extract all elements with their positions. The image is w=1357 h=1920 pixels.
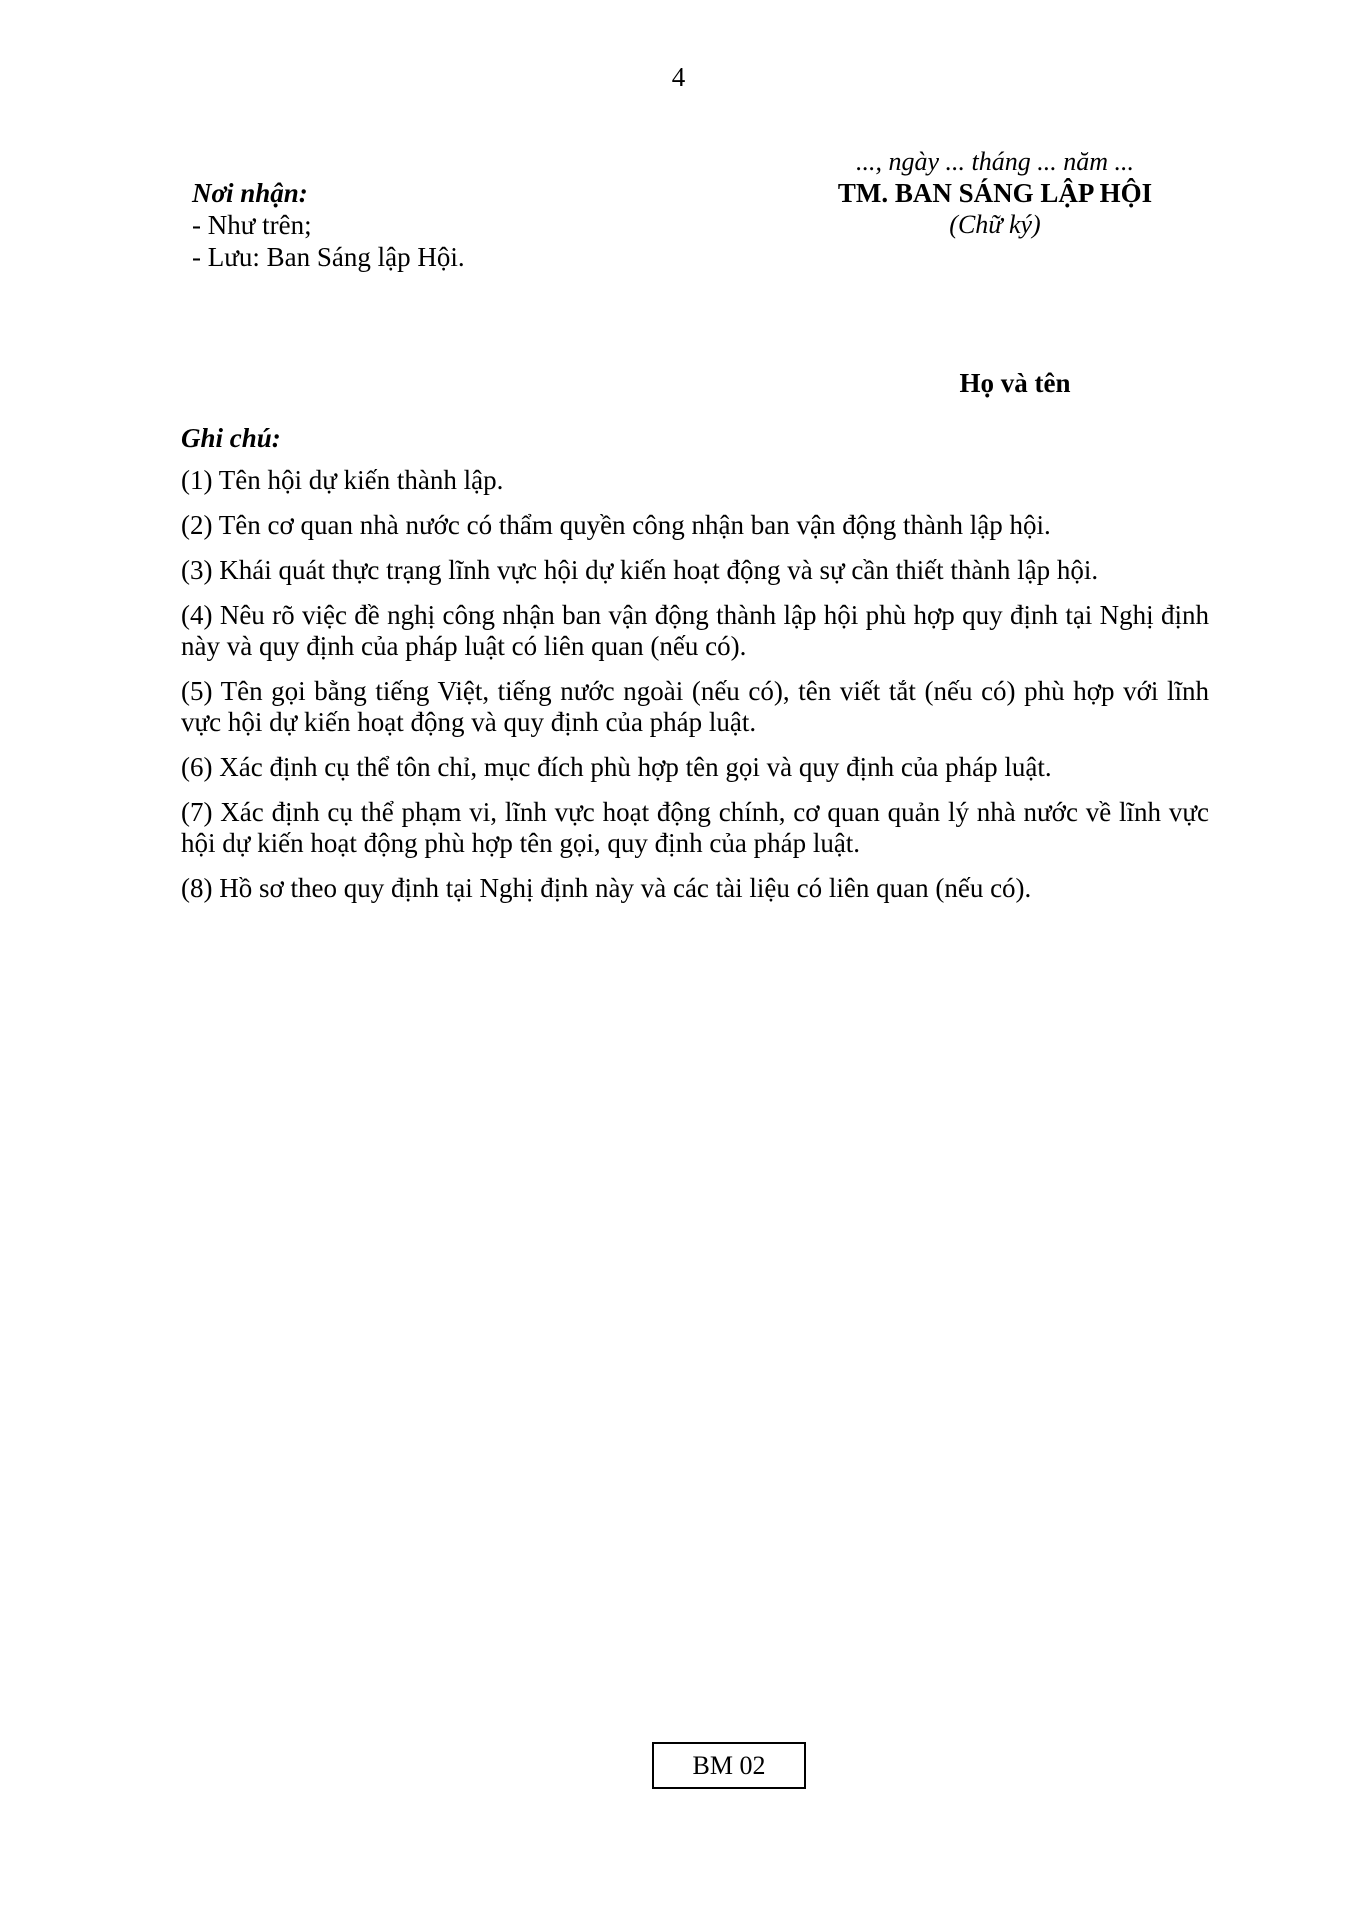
notes-heading: Ghi chú: xyxy=(181,423,281,453)
signature-hint: (Chữ ký) xyxy=(949,210,1041,239)
signer-title: TM. BAN SÁNG LẬP HỘI xyxy=(837,178,1153,208)
page-number: 4 xyxy=(671,62,686,92)
notes-section xyxy=(181,423,1209,918)
recipient-item: - Lưu: Ban Sáng lập Hội. xyxy=(192,242,465,272)
note-item: (2) Tên cơ quan nhà nước có thẩm quyền công nhận ban vận động thành lập hội. xyxy=(181,510,1051,540)
name-placeholder: Họ và tên xyxy=(959,368,1071,398)
date-line: ..., ngày ... tháng ... năm ... xyxy=(855,147,1135,176)
note-item: (8) Hồ sơ theo quy định tại Nghị định này và các tài liệu có liên quan (nếu có). xyxy=(181,873,1032,903)
recipients-heading: Nơi nhận: xyxy=(192,178,308,208)
note-item: (4) Nêu rõ việc đề nghị công nhận ban vận động thành lập hội phù hợp quy định tại Nghị định này và quy định của pháp luật có liên quan (nếu có). xyxy=(181,600,1209,661)
note-item: (6) Xác định cụ thể tôn chỉ, mục đích phù hợp tên gọi và quy định của pháp luật. xyxy=(181,752,1052,782)
note-item: (1) Tên hội dự kiến thành lập. xyxy=(181,465,504,495)
recipient-item: - Như trên; xyxy=(192,210,312,240)
note-item: (5) Tên gọi bằng tiếng Việt, tiếng nước ngoài (nếu có), tên viết tắt (nếu có) phù hợp với lĩnh vực hội dự kiến hoạt động và quy định của pháp luật. xyxy=(181,676,1209,737)
note-item: (3) Khái quát thực trạng lĩnh vực hội dự kiến hoạt động và sự cần thiết thành lập hội. xyxy=(181,555,1099,585)
form-code-box: BM 02 xyxy=(652,1742,806,1789)
note-item: (7) Xác định cụ thể phạm vi, lĩnh vực hoạt động chính, cơ quan quản lý nhà nước về lĩnh vực hội dự kiến hoạt động phù hợp tên gọi, quy định của pháp luật. xyxy=(181,797,1209,858)
